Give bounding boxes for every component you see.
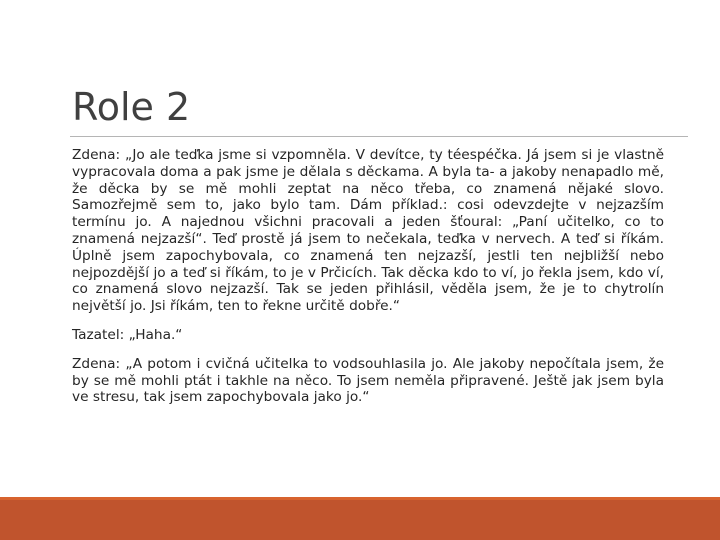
bottom-accent-bar-highlight [0, 497, 720, 500]
paragraph-tazatel: Tazatel: „Haha.“ [72, 326, 183, 343]
slide-title: Role 2 [72, 85, 191, 129]
slide-body [72, 147, 664, 417]
paragraph-zdena-2: Zdena: „A potom i cvičná učitelka to vodsouhlasila jo. Ale jakoby nepočítala jsem, že by se mě mohli ptát i takhle na něco. To jsem neměla připravené. Ještě jak jsem byla ve stresu, tak jsem zapochybovala jako jo.“ [72, 355, 664, 406]
title-divider [70, 136, 688, 137]
paragraph-zdena-1: Zdena: „Jo ale teďka jsme si vzpomněla. V devítce, ty téespéčka. Já jsem si je vlastně vypracovala doma a pak jsme je dělala s děckama. A byla ta- a jakoby nenapadlo mě, že děcka by se mě mohli zeptat na něco třeba, co znamená nějaké slovo. Samozřejmě sem to, jako bylo tam. Dám příklad.: cosi odevzdejte v nejzazším termínu jo. A najednou všichni pracovali a jeden šťoural: „Paní učitelko, co to znamená nejzazší“. Teď prostě já jsem to nečekala, teďka v nervech. A teď si říkám. Úplně jsem zapochybovala, co znamená ten nejzazší, jestli ten nejbližší nebo nejpozdější jo a teď si říkám, to je v Prčicích. Tak děcka kdo to ví, jo řekla jsem, kdo ví, co znamená slovo nejzazší. Tak se jeden přihlásil, věděla jsem, že je to chytrolín největší jo. Jsi říkám, ten to řekne určitě dobře.“ [72, 147, 664, 315]
bottom-accent-bar [0, 497, 720, 540]
